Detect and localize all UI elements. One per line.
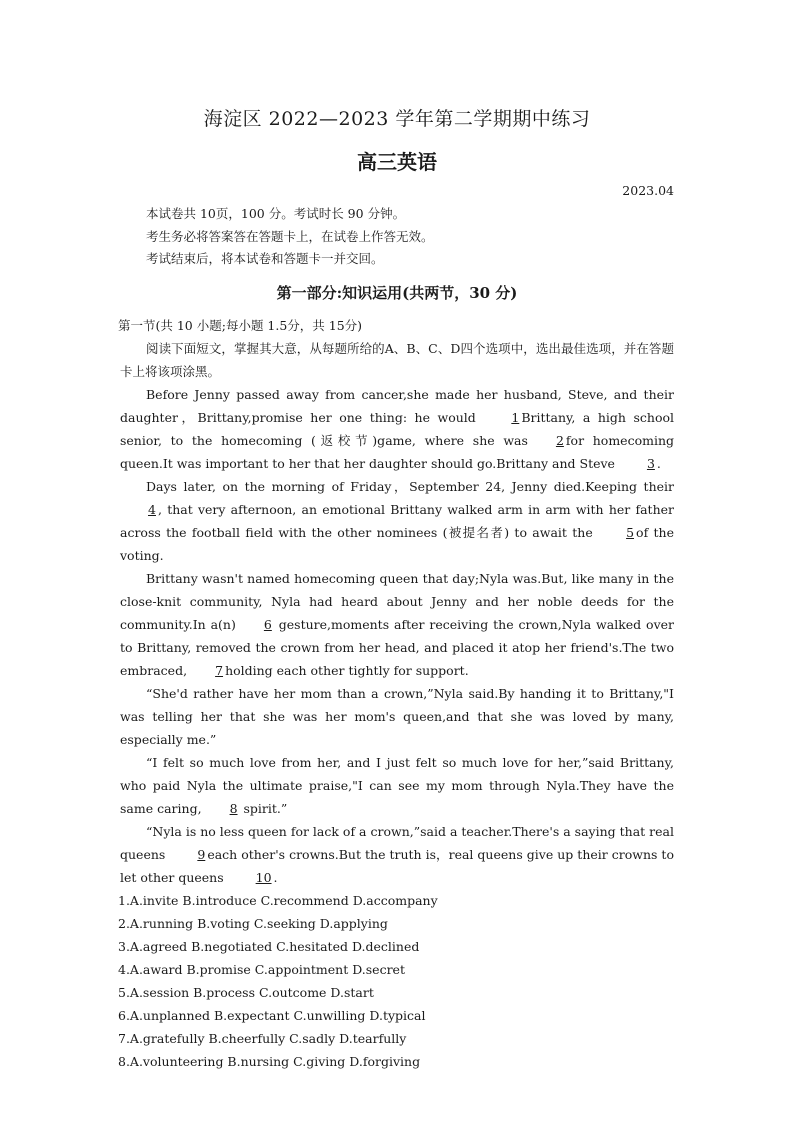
exam-body bbox=[120, 314, 674, 1073]
passage-text: each other's crowns.But the truth is，real queens give up their crowns to let other queens bbox=[120, 847, 674, 885]
exam-title: 海淀区 2022—2023 学年第二学期期中练习 bbox=[203, 108, 591, 130]
passage-paragraph bbox=[120, 820, 674, 889]
passage-paragraph bbox=[120, 383, 674, 475]
exam-date: 2023.04 bbox=[622, 183, 674, 198]
blank-4: 4 bbox=[148, 502, 156, 517]
blank-5: 5 bbox=[626, 525, 635, 540]
passage-text: Days later, on the morning of Friday，September 24, Jenny died.Keeping their bbox=[146, 479, 674, 494]
option-row: 5.A.session B.process C.outcome D.start bbox=[118, 985, 374, 1000]
blank-3: 3 bbox=[646, 456, 655, 471]
passage-text: for homecoming queen.It was important to her that her daughter should go.Brittany and Steve bbox=[120, 433, 675, 471]
part-heading: 第一部分:知识运用(共两节，30 分) bbox=[276, 284, 518, 302]
instruction-line: 考试结束后，将本试卷和答题卡一并交回。 bbox=[146, 251, 384, 266]
section-label: 第一节(共 10 小题;每小题 1.5分，共 15分) bbox=[118, 318, 363, 333]
exam-subtitle: 高三英语 bbox=[357, 150, 437, 174]
option-row: 3.A.agreed B.negotiated C.hesitated D.declined bbox=[118, 939, 420, 954]
blank-9: 9 bbox=[197, 847, 206, 862]
passage-text: “Nyla is no less queen for lack of a crown,”said a teacher.There's a saying that real queens bbox=[120, 824, 674, 862]
option-row: 8.A.volunteering B.nursing C.giving D.forgiving bbox=[118, 1054, 421, 1069]
passage-text: . bbox=[656, 456, 661, 471]
blank-8: 8 bbox=[229, 801, 238, 816]
instruction-line: 本试卷共 10页，100 分。考试时长 90 分钟。 bbox=[146, 206, 406, 221]
option-row: 1.A.invite B.introduce C.recommend D.accompany bbox=[118, 893, 438, 908]
blank-2: 2 bbox=[555, 433, 564, 448]
passage-text: spirit.” bbox=[239, 801, 288, 816]
passage-text: “I felt so much love from her, and I just felt so much love for her,”said Brittany, who paid Nyla the ultimate praise,"I can see my mom through Nyla.They have the same caring, bbox=[120, 755, 674, 816]
passage-paragraph bbox=[120, 475, 674, 567]
passage-paragraph bbox=[120, 751, 674, 820]
blank-6: 6 bbox=[263, 617, 272, 632]
directions: 阅读下面短文，掌握其大意，从每题所给的A、B、C、D四个选项中，选出最佳选项，并在答题卡上将该项涂黑。 bbox=[120, 341, 674, 379]
passage-text: of the voting. bbox=[120, 525, 674, 563]
instruction-line: 考生务必将答案答在答题卡上，在试卷上作答无效。 bbox=[146, 229, 434, 244]
option-row: 2.A.running B.voting C.seeking D.applying bbox=[118, 916, 388, 931]
passage-text: Brittany, a high school senior, to the homecoming (返校节)game, where she was bbox=[120, 410, 674, 448]
passage-text: . bbox=[273, 870, 278, 885]
blank-10: 10 bbox=[255, 870, 272, 885]
blank-1: 1 bbox=[511, 410, 520, 425]
passage-text: Before Jenny passed away from cancer,she made her husband, Steve, and their daughter，Brittany,promise her one thing: he would bbox=[120, 387, 674, 425]
passage-paragraph: “She'd rather have her mom than a crown,”Nyla said.By handing it to Brittany,"I was telling her that she was her mom's queen,and that she was loved by many, especially me.” bbox=[120, 686, 674, 747]
passage-text: , that very afternoon, an emotional Brittany walked arm in arm with her father across the football field with the other nominees (被提名者) to await the bbox=[120, 502, 674, 540]
blank-7: 7 bbox=[215, 663, 224, 678]
options-list bbox=[118, 889, 674, 1073]
passage-text: holding each other tightly for support. bbox=[225, 663, 469, 678]
option-row: 4.A.award B.promise C.appointment D.secret bbox=[118, 962, 405, 977]
option-row: 7.A.gratefully B.cheerfully C.sadly D.tearfully bbox=[118, 1031, 407, 1046]
passage-text: gesture,moments after receiving the crown,Nyla walked over to Brittany, removed the crown from her head, and placed it atop her friend's.The two embraced, bbox=[120, 617, 675, 678]
option-row: 6.A.unplanned B.expectant C.unwilling D.typical bbox=[118, 1008, 426, 1023]
passage-text: Brittany wasn't named homecoming queen that day;Nyla was.But, like many in the close-knit community, Nyla had heard about Jenny and her noble deeds for the community.In a(n) bbox=[120, 571, 674, 632]
passage-paragraph bbox=[120, 567, 674, 682]
